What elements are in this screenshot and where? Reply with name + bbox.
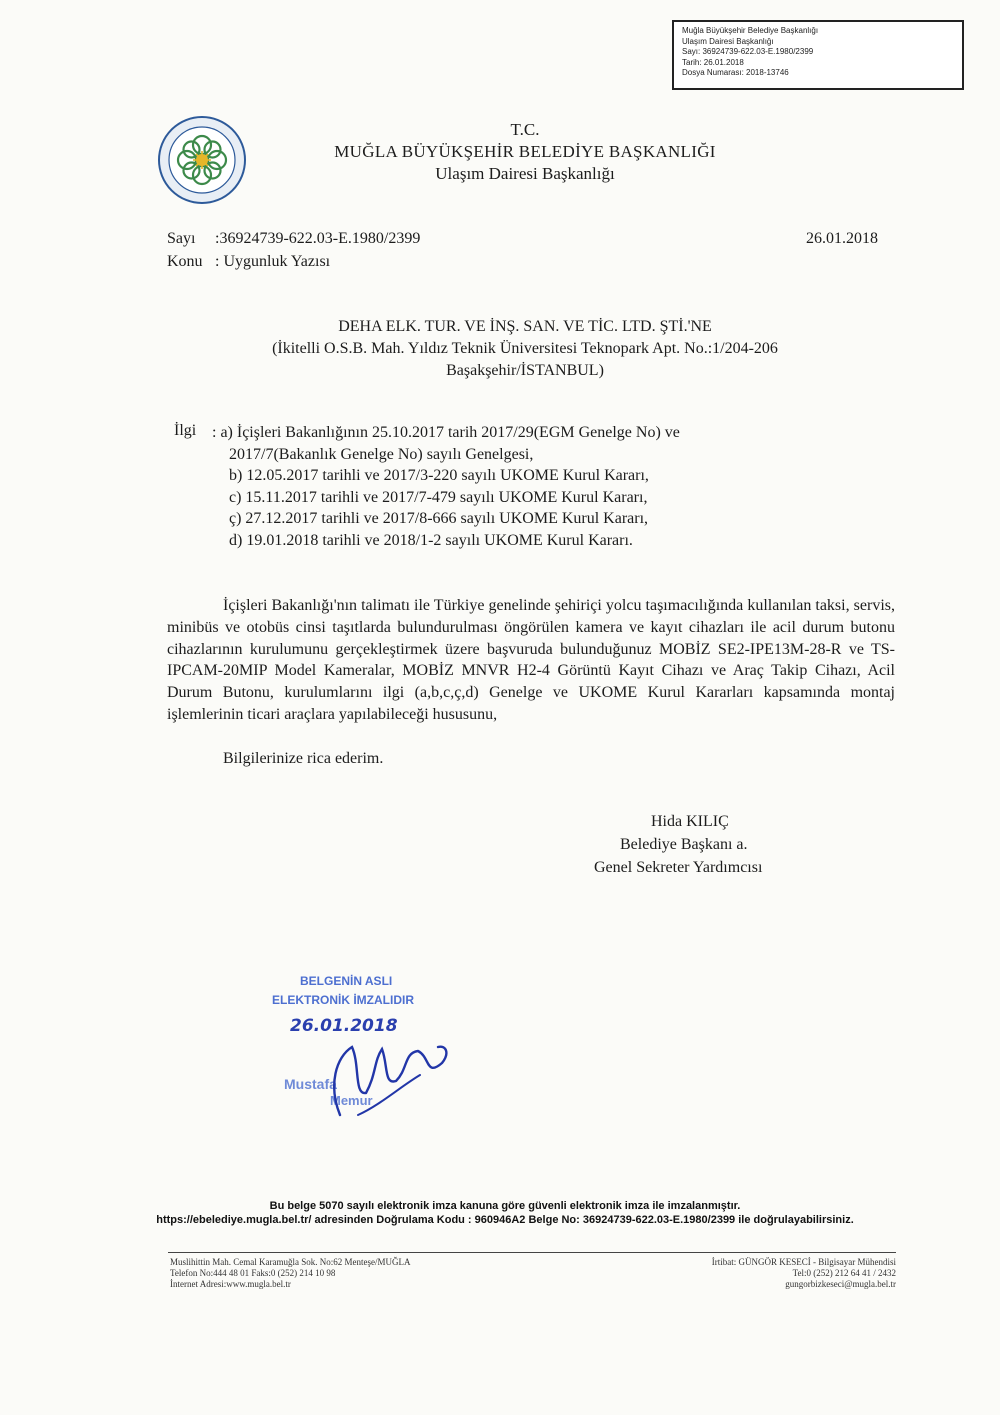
recipient-address: (İkitelli O.S.B. Mah. Yıldız Teknik Üniversitesi Teknopark Apt. No.:1/204-206 (272, 340, 778, 357)
footer-address (170, 1257, 410, 1290)
closing-line: Bilgilerinize rica ederim. (223, 750, 384, 767)
stamp-line: Dosya Numarası: 2018-13746 (682, 68, 789, 77)
stamp-handwritten-date: 26.01.2018 (290, 1016, 398, 1036)
footer-divider (168, 1252, 896, 1253)
konu-label: Konu (167, 253, 203, 270)
stamp-line: Muğla Büyükşehir Belediye Başkanlığı (682, 26, 819, 35)
footer-contact-person: İrtibat: GÜNGÖR KESECİ - Bilgisayar Mühendisi (711, 1257, 896, 1267)
konu-value: : Uygunluk Yazısı (215, 253, 331, 270)
signatory-title: Belediye Başkanı a. (620, 836, 748, 853)
footer-contact (600, 1257, 896, 1290)
recipient-name: DEHA ELK. TUR. VE İNŞ. SAN. VE TİC. LTD. ŞTİ.'NE (338, 318, 712, 335)
signatory-name: Hida KILIÇ (651, 813, 729, 830)
sayi-label: Sayı (167, 230, 196, 247)
header-organization: MUĞLA BÜYÜKŞEHİR BELEDİYE BAŞKANLIĞI (334, 142, 716, 161)
stamp-officer-role: Memur (330, 1093, 373, 1108)
footer-phone-line: Telefon No:444 48 01 Faks:0 (252) 214 10 98 (170, 1268, 336, 1278)
stamp-text-2: ELEKTRONİK İMZALIDIR (272, 993, 414, 1007)
footer-web-line: İnternet Adresi:www.mugla.bel.tr (170, 1279, 291, 1289)
stamp-line: Tarih: 26.01.2018 (682, 57, 744, 67)
ilgi-references (212, 422, 680, 552)
registry-stamp (672, 20, 964, 90)
recipient-city: Başakşehir/İSTANBUL) (446, 362, 604, 379)
footer-address-line: Muslihittin Mah. Cemal Karamuğla Sok. No:62 Menteşe/MUĞLA (170, 1257, 411, 1267)
ilgi-label: İlgi (174, 422, 197, 439)
ilgi-item: d) 19.01.2018 tarihli ve 2018/1-2 sayılı UKOME Kurul Kararı. (229, 531, 633, 549)
stamp-line: Ulaşım Dairesi Başkanlığı (682, 36, 774, 46)
footer-contact-phone: Tel:0 (252) 212 64 41 / 2432 (792, 1268, 896, 1278)
sayi-value: :36924739-622.03-E.1980/2399 (215, 230, 421, 247)
stamp-line: Sayı: 36924739-622.03-E.1980/2399 (682, 47, 814, 56)
ilgi-item: : a) İçişleri Bakanlığının 25.10.2017 tarih 2017/29(EGM Genelge No) ve (212, 424, 680, 441)
ilgi-item: 2017/7(Bakanlık Genelge No) sayılı Genelgesi, (229, 445, 534, 463)
header-tc: T.C. (510, 120, 540, 139)
document-date: 26.01.2018 (806, 230, 878, 247)
certification-stamp (270, 965, 470, 1135)
verification-notice: https://ebelediye.mugla.bel.tr/ adresinden Doğrulama Kodu : 960946A2 Belge No: 36924739-622.03-E.1980/2399 ile doğrulayabilirsiniz. (156, 1214, 854, 1226)
ilgi-item: ç) 27.12.2017 tarihli ve 2017/8-666 sayılı UKOME Kurul Kararı, (229, 510, 649, 528)
ilgi-item: b) 12.05.2017 tarihli ve 2017/3-220 sayılı UKOME Kurul Kararı, (229, 467, 649, 485)
stamp-officer-name: Mustafa (284, 1076, 337, 1092)
signatory-role: Genel Sekreter Yardımcısı (594, 859, 763, 876)
body-paragraph (167, 595, 895, 726)
body-text: İçişleri Bakanlığı'nın talimatı ile Türkiye genelinde şehiriçi yolcu taşımacılığında kullanılan taksi, servis, minibüs ve otobüs cinsi taşıtlarda bulundurulması öngörülen kamera ve kayıt cihazları ile acil durum butonu cihazlarının kurulumunu gerçekleştirmek üzere başvuruda bulunduğunuz MOBİZ SE2-IPE13M-28-R ve TS-IPCAM-20MIP Model Kameralar, MOBİZ MNVR H2-4 Görüntü Kayıt Cihazı ve Araç Takip Cihazı, Acil Durum Butonu, kurulumlarını ilgi (a,b,c,ç,d) Genelge ve UKOME Kurul Kararları kapsamında montaj işlemlerinin ticari araçlara yapılabileceği hususunu, (167, 597, 895, 723)
ilgi-item: c) 15.11.2017 tarihli ve 2017/7-479 sayılı UKOME Kurul Kararı, (229, 488, 648, 506)
header-department: Ulaşım Dairesi Başkanlığı (435, 164, 615, 183)
stamp-text-1: BELGENİN ASLI (300, 974, 393, 988)
e-signature-notice: Bu belge 5070 sayılı elektronik imza kanuna göre güvenli elektronik imza ile imzalanmıştır. (269, 1200, 741, 1212)
footer-contact-email: gungorbizkeseci@mugla.bel.tr (785, 1279, 896, 1289)
